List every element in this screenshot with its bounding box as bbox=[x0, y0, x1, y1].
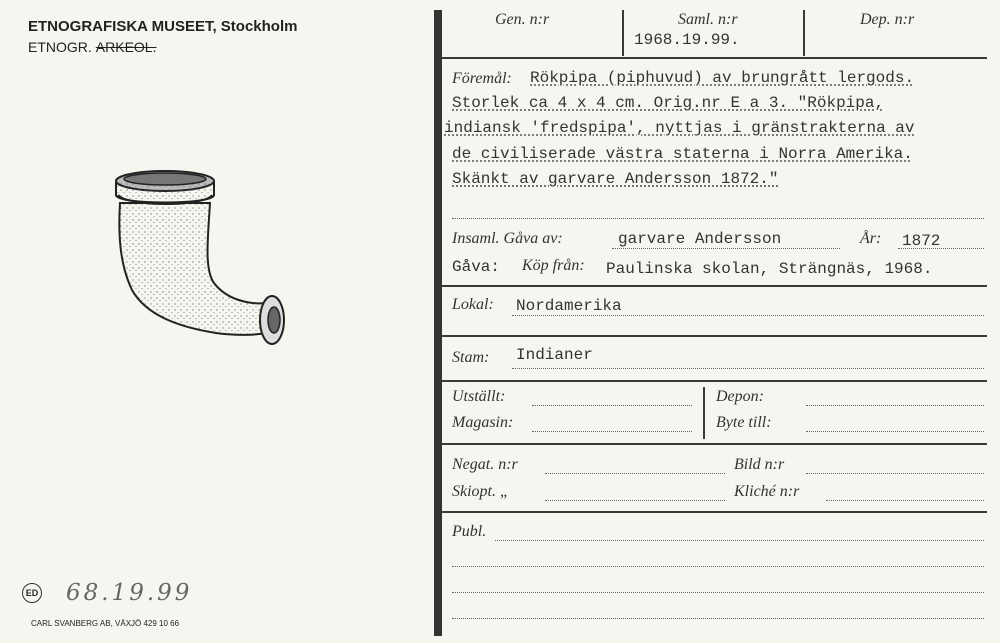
dotted-line bbox=[452, 566, 984, 567]
department bbox=[28, 39, 156, 55]
skiopt-label: Skiopt. „ bbox=[452, 483, 509, 500]
dotted-line bbox=[806, 473, 984, 474]
vertical-bar bbox=[434, 10, 442, 636]
dotted-line bbox=[898, 248, 984, 249]
insaml-value: garvare Andersson bbox=[618, 230, 782, 248]
saml-value: 1968.19.99. bbox=[634, 31, 740, 49]
object-line: Rökpipa (piphuvud) av brungrått lergods. bbox=[530, 69, 915, 87]
object-label: Föremål: bbox=[452, 70, 512, 87]
lokal-label: Lokal: bbox=[452, 296, 494, 313]
saml-label: Saml. n:r bbox=[678, 11, 738, 28]
rule bbox=[442, 285, 987, 287]
department-struck: ARKEOL. bbox=[95, 39, 157, 55]
year-label: År: bbox=[860, 230, 882, 247]
museum-stamp: ED bbox=[22, 583, 42, 603]
dotted-line bbox=[495, 540, 984, 541]
dotted-line bbox=[806, 405, 984, 406]
dotted-line bbox=[806, 431, 984, 432]
object-line: Skänkt av garvare Andersson 1872." bbox=[452, 170, 779, 188]
dotted-line bbox=[452, 592, 984, 593]
magasin-label: Magasin: bbox=[452, 414, 514, 431]
dotted-line bbox=[545, 473, 725, 474]
dotted-line bbox=[512, 315, 984, 316]
gen-label: Gen. n:r bbox=[495, 11, 550, 28]
divider bbox=[703, 387, 705, 439]
depon-label: Depon: bbox=[716, 388, 764, 405]
divider bbox=[622, 10, 624, 56]
dotted-line bbox=[532, 431, 692, 432]
museum-name: ETNOGRAFISKA MUSEET, Stockholm bbox=[28, 18, 298, 35]
utstallt-label: Utställt: bbox=[452, 388, 506, 405]
dotted-line bbox=[612, 248, 840, 249]
rule bbox=[442, 443, 987, 445]
publ-label: Publ. bbox=[452, 523, 487, 540]
printer-imprint: CARL SVANBERG AB, VÄXJÖ 429 10 66 bbox=[31, 619, 180, 628]
lokal-value: Nordamerika bbox=[516, 297, 622, 315]
kop-label: Köp från: bbox=[522, 257, 585, 274]
gava-label: Gåva: bbox=[452, 258, 501, 276]
rule bbox=[442, 335, 987, 337]
byte-label: Byte till: bbox=[716, 414, 772, 431]
bild-label: Bild n:r bbox=[734, 456, 785, 473]
year-value: 1872 bbox=[902, 232, 941, 250]
handwritten-number: 68.19.99 bbox=[66, 580, 193, 606]
rule bbox=[442, 57, 987, 59]
kliche-label: Kliché n:r bbox=[734, 483, 800, 500]
kop-value: Paulinska skolan, Strängnäs, 1968. bbox=[606, 260, 933, 278]
stam-value: Indianer bbox=[516, 346, 593, 364]
dep-label: Dep. n:r bbox=[860, 11, 915, 28]
dotted-line bbox=[545, 500, 725, 501]
rule bbox=[442, 511, 987, 513]
divider bbox=[803, 10, 805, 56]
dotted-line bbox=[532, 405, 692, 406]
dotted-line bbox=[826, 500, 984, 501]
rule bbox=[442, 380, 987, 382]
dotted-line bbox=[452, 618, 984, 619]
object-line: Storlek ca 4 x 4 cm. Orig.nr E a 3. "Rökpipa, bbox=[452, 94, 885, 112]
stam-label: Stam: bbox=[452, 349, 490, 366]
dotted-line bbox=[512, 368, 984, 369]
negat-label: Negat. n:r bbox=[452, 456, 518, 473]
department-label: ETNOGR. bbox=[28, 39, 92, 55]
object-line: indiansk 'fredspipa', nyttjas i gränstrakterna av bbox=[444, 119, 915, 137]
insaml-label: Insaml. Gåva av: bbox=[452, 230, 563, 247]
object-line: de civiliserade västra staterna i Norra Amerika. bbox=[452, 145, 913, 163]
pipe-drawing bbox=[108, 165, 293, 355]
dotted-line bbox=[452, 218, 984, 219]
